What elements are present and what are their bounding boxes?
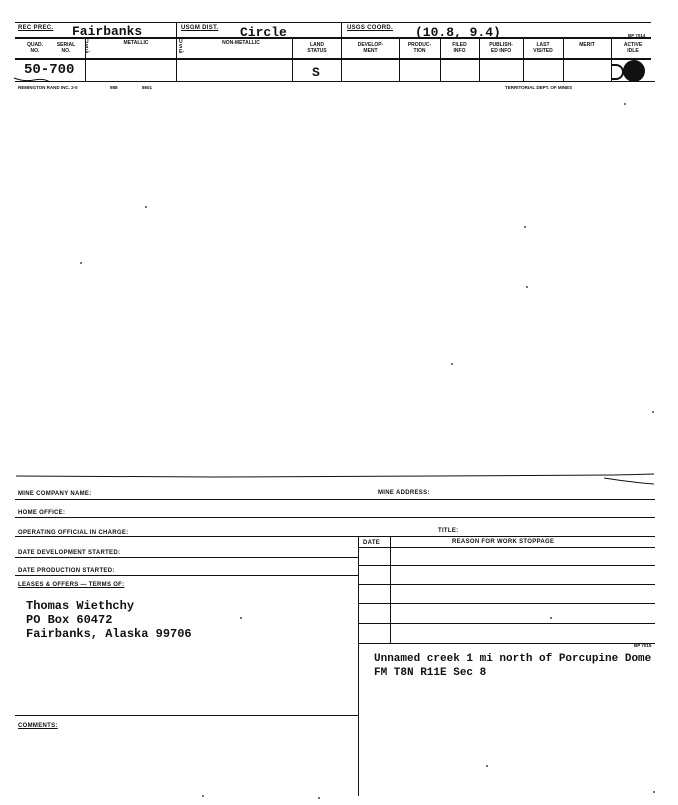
filed-info-header: FILED INFO — [452, 42, 467, 54]
speck — [318, 797, 320, 799]
mine-company-name-label: MINE COMPANY NAME: — [18, 491, 92, 497]
last-visited-header: LAST VISITED — [533, 42, 553, 54]
corner-scribble — [12, 74, 52, 84]
home-office-label: HOME OFFICE: — [18, 510, 66, 516]
published-info-header: PUBLISH- ED INFO — [489, 42, 513, 54]
production-header: PRODUC- TION — [407, 42, 432, 54]
speck — [240, 617, 242, 619]
location-line-2: FM T8N R11E Sec 8 — [374, 667, 487, 679]
card-edge — [14, 470, 659, 490]
nonmetallic-prefix: U S E- — [179, 39, 184, 55]
location-line-1: Unnamed creek 1 mi north of Porcupine Dome — [374, 653, 652, 665]
land-status-header: LAND STATUS — [307, 42, 327, 54]
comments-label: COMMENTS: — [18, 723, 58, 729]
lessee-line-3: Fairbanks, Alaska 99706 — [26, 627, 192, 641]
lessee-line-1: Thomas Wiethchy — [26, 599, 135, 613]
rec-prec-label: REC PREC. — [18, 25, 54, 31]
speck — [624, 103, 626, 105]
printer-code-1: 988 — [110, 85, 118, 90]
mine-address-label: MINE ADDRESS: — [378, 490, 430, 496]
speck — [652, 411, 654, 413]
idle-punch-mark — [612, 64, 624, 80]
leases-offers-label: LEASES & OFFERS — TERMS OF: — [18, 582, 125, 588]
quad-serial-value: 50-700 — [24, 62, 75, 78]
usgm-dist-label: USGM DIST. — [181, 25, 219, 31]
date-production-started-label: DATE PRODUCTION STARTED: — [18, 568, 115, 574]
speck — [80, 262, 82, 264]
speck — [550, 617, 552, 619]
merit-header: MERIT — [579, 42, 595, 48]
speck — [486, 765, 488, 767]
rec-prec-value: Fairbanks — [72, 24, 143, 39]
speck — [524, 226, 526, 228]
nonmetallic-header: NON-METALLIC — [222, 40, 260, 46]
development-header: DEVELOP- MENT — [357, 42, 384, 54]
operating-official-label: OPERATING OFFICIAL IN CHARGE: — [18, 530, 129, 536]
active-punch-mark — [623, 60, 645, 82]
printer-code-2: 8601 — [142, 85, 153, 90]
speck — [451, 363, 453, 365]
form-code-bottom: BP 7015 — [634, 643, 652, 648]
land-status-value: S — [312, 65, 320, 80]
title-label: TITLE: — [438, 528, 459, 534]
date-column-header: DATE — [363, 540, 381, 546]
quad-no-header: QUAD. NO. — [26, 42, 44, 54]
speck — [145, 206, 147, 208]
active-idle-header: ACTIVE IDLE — [623, 42, 643, 54]
lessee-line-2: PO Box 60472 — [26, 613, 113, 627]
usgs-coord-label: USGS COORD. — [347, 25, 393, 31]
department-label: TERRITORIAL DEPT. OF MINES — [505, 85, 573, 90]
speck — [653, 791, 655, 793]
metallic-prefix: U S E- — [85, 39, 90, 55]
speck — [202, 795, 204, 797]
speck — [526, 286, 528, 288]
usgs-coord-value: (10.8, 9.4) — [415, 25, 501, 40]
date-development-started-label: DATE DEVELOPMENT STARTED: — [18, 550, 121, 556]
form-code-top: BP 7014 — [628, 33, 646, 38]
serial-no-header: SERIAL NO. — [56, 42, 76, 54]
metallic-header: METALLIC — [123, 40, 149, 46]
reason-column-header: REASON FOR WORK STOPPAGE — [452, 539, 555, 545]
usgm-dist-value: Circle — [240, 25, 287, 40]
printer-label: REMINGTON RAND INC. 2-0 — [18, 85, 78, 90]
